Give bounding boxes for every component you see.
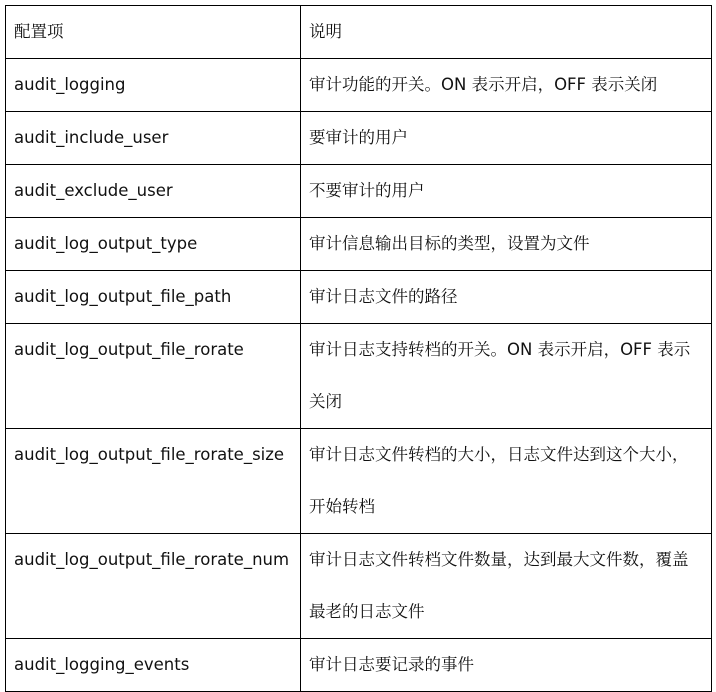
table-row — [6, 324, 712, 429]
description-line: 审计日志文件的路径 — [309, 287, 458, 306]
config-key: audit_log_output_file_path — [6, 271, 301, 324]
description-line: 不要审计的用户 — [309, 181, 425, 200]
table-row — [6, 59, 712, 112]
description-line: 审计信息输出目标的类型，设置为文件 — [309, 234, 590, 253]
header-config-item: 配置项 — [6, 6, 301, 59]
config-description — [301, 429, 712, 534]
config-key: audit_log_output_file_rorate_num — [6, 534, 301, 639]
config-key: audit_log_output_file_rorate_size — [6, 429, 301, 534]
description-line: 审计日志支持转档的开关。ON 表示开启，OFF 表示 — [309, 340, 691, 359]
description-line: 审计日志文件转档的大小，日志文件达到这个大小， — [309, 445, 689, 464]
config-description — [301, 324, 712, 429]
config-key: audit_include_user — [6, 112, 301, 165]
table-row — [6, 218, 712, 271]
description-line: 审计日志要记录的事件 — [309, 655, 474, 674]
config-description — [301, 165, 712, 218]
table-header-row — [6, 6, 712, 59]
config-key: audit_exclude_user — [6, 165, 301, 218]
description-line: 开始转档 — [309, 497, 375, 516]
config-description — [301, 59, 712, 112]
table-row — [6, 534, 712, 639]
config-description — [301, 218, 712, 271]
table-row — [6, 429, 712, 534]
config-description — [301, 534, 712, 639]
description-line: 关闭 — [309, 392, 342, 411]
table-row — [6, 112, 712, 165]
table-row — [6, 639, 712, 692]
config-description — [301, 271, 712, 324]
description-line: 要审计的用户 — [309, 128, 408, 147]
header-description: 说明 — [301, 6, 712, 59]
description-line: 审计日志文件转档文件数量，达到最大文件数，覆盖 — [309, 550, 689, 569]
config-key: audit_log_output_type — [6, 218, 301, 271]
description-line: 最老的日志文件 — [309, 602, 425, 621]
table-row — [6, 271, 712, 324]
config-key: audit_logging — [6, 59, 301, 112]
config-description — [301, 639, 712, 692]
config-key: audit_log_output_file_rorate — [6, 324, 301, 429]
config-key: audit_logging_events — [6, 639, 301, 692]
config-description — [301, 112, 712, 165]
config-table — [5, 5, 712, 692]
description-line: 审计功能的开关。ON 表示开启，OFF 表示关闭 — [309, 75, 658, 94]
table-row — [6, 165, 712, 218]
